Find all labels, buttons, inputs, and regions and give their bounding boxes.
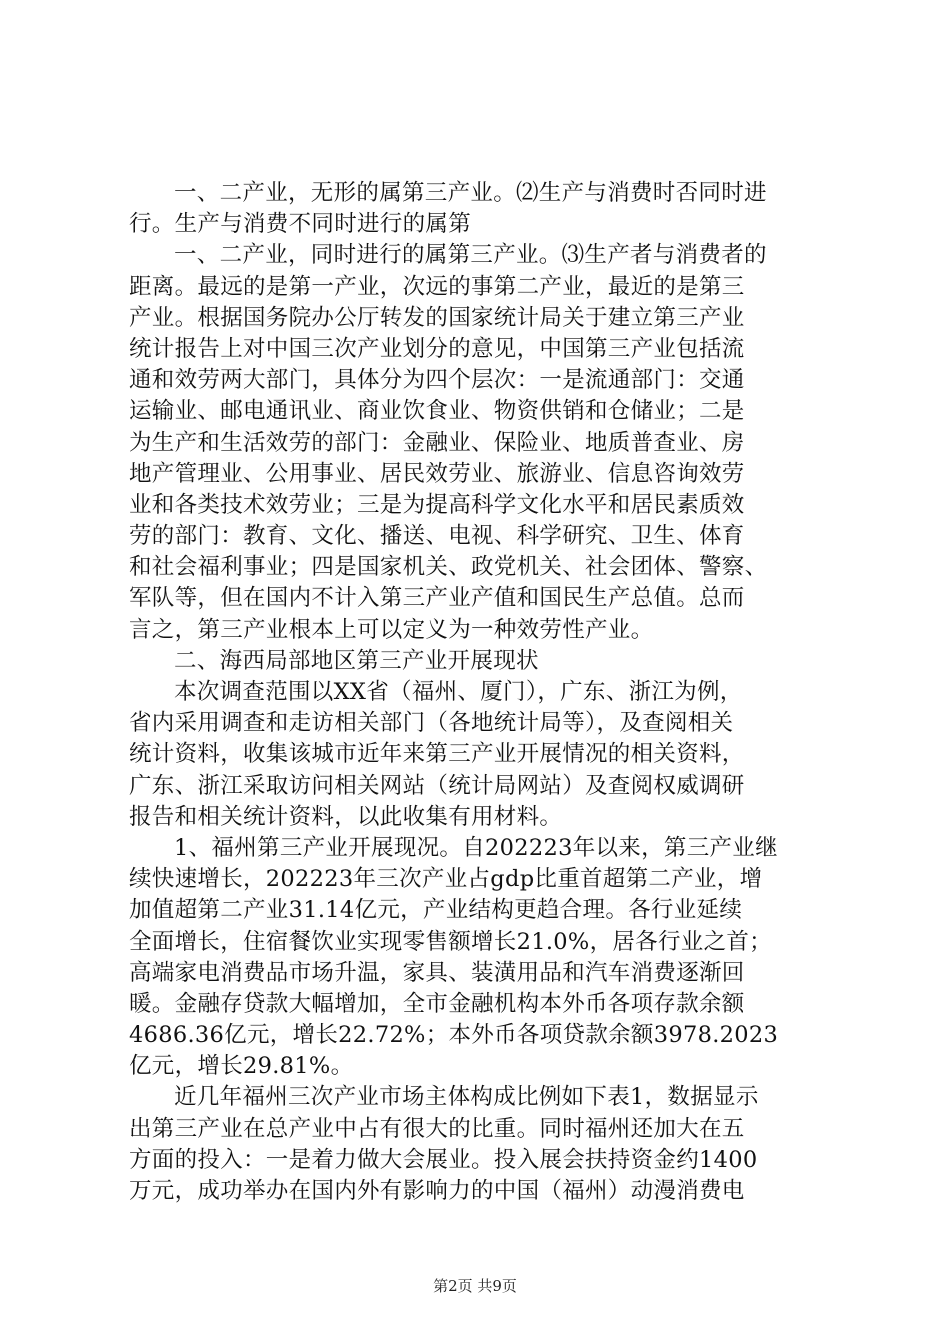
- text-line: 万元，成功举办在国内外有影响力的中国（福州）动漫消费电: [129, 1178, 745, 1204]
- text-line: 出第三产业在总产业中占有很大的比重。同时福州还加大在五: [129, 1115, 745, 1142]
- text-line: 广东、浙江采取访问相关网站（统计局网站）及查阅权威调研: [129, 772, 745, 799]
- text-line: 一、二产业，同时进行的属第三产业。⑶生产者与消费者的: [174, 242, 767, 269]
- text-line: 统计报告上对中国三次产业划分的意见，中国第三产业包括流: [129, 335, 745, 362]
- text-line: 产业。根据国务院办公厅转发的国家统计局关于建立第三产业: [129, 304, 745, 331]
- text-line: 方面的投入：一是着力做大会展业。投入展会扶持资金约1400: [129, 1146, 758, 1173]
- text-line: 近几年福州三次产业市场主体构成比例如下表1，数据显示: [174, 1084, 759, 1111]
- page-footer: 第2页 共9页: [433, 1277, 517, 1295]
- text-line: 运输业、邮电通讯业、商业饮食业、物资供销和仓储业；二是: [129, 398, 745, 425]
- body-text: [129, 178, 833, 1207]
- text-line: 亿元，增长29.81%。: [129, 1053, 354, 1080]
- text-line: 全面增长，住宿餐饮业实现零售额增长21.0%，居各行业之首；: [129, 928, 772, 955]
- text-line: 一、二产业，无形的属第三产业。⑵生产与消费时否同时进: [174, 180, 767, 206]
- text-line: 4686.36亿元，增长22.72%；本外币各项贷款余额3978.2023: [129, 1022, 779, 1049]
- text-line: 军队等，但在国内不计入第三产业产值和国民生产总值。总而: [129, 585, 745, 612]
- text-line: 高端家电消费品市场升温，家具、装潢用品和汽车消费逐渐回: [129, 959, 745, 986]
- text-line: 本次调查范围以XX省（福州、厦门），广东、浙江为例，: [174, 679, 743, 705]
- text-line: 省内采用调查和走访相关部门（各地统计局等），及查阅相关: [129, 710, 734, 737]
- text-line: 续快速增长，202223年三次产业占gdp比重首超第二产业，增: [129, 866, 763, 893]
- text-line: 行。生产与消费不同时进行的属第: [129, 211, 472, 238]
- text-line: 为生产和生活效劳的部门：金融业、保险业、地质普查业、房: [129, 429, 745, 456]
- text-line: 加值超第二产业31.14亿元，产业结构更趋合理。各行业延续: [129, 897, 743, 924]
- text-line: 地产管理业、公用事业、居民效劳业、旅游业、信息咨询效劳: [129, 460, 745, 487]
- text-line: 二、海西局部地区第三产业开展现状: [174, 647, 539, 674]
- text-line: 和社会福利事业；四是国家机关、政党机关、社会团体、警察、: [129, 554, 768, 581]
- text-line: 暖。金融存贷款大幅增加，全市金融机构本外币各项存款余额: [129, 990, 745, 1017]
- text-line: 统计资料，收集该城市近年来第三产业开展情况的相关资料，: [129, 741, 745, 768]
- text-line: 业和各类技术效劳业；三是为提高科学文化水平和居民素质效: [129, 491, 745, 518]
- text-line: 距离。最远的是第一产业，次远的事第二产业，最近的是第三: [129, 273, 745, 300]
- text-line: 1、福州第三产业开展现况。自202223年以来，第三产业继: [174, 834, 778, 861]
- text-line: 言之，第三产业根本上可以定义为一种效劳性产业。: [129, 616, 654, 643]
- text-line: 通和效劳两大部门，具体分为四个层次：一是流通部门：交通: [129, 367, 745, 394]
- text-line: 劳的部门：教育、文化、播送、电视、科学研究、卫生、体育: [129, 523, 745, 550]
- text-line: 报告和相关统计资料，以此收集有用材料。: [129, 803, 563, 830]
